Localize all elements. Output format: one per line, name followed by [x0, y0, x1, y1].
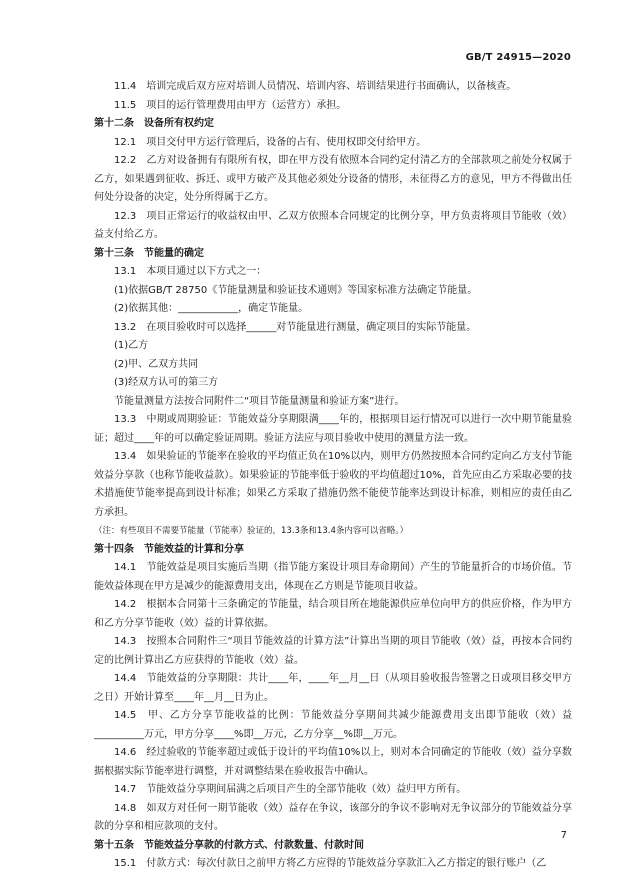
article-12-heading: 第十二条 设备所有权约定: [94, 118, 214, 129]
clause-14-6: 14.6 经过验收的节能率超过或低于设计的平均值10%以上，则对本合同确定的节能收（效）益分享数据根据实际节能率进行调整，并对调整结果在验收报告中确认。: [94, 747, 572, 777]
page-number: 7: [560, 830, 567, 841]
article-14-heading: 第十四条 节能效益的计算和分享: [94, 543, 244, 555]
clause-11-4: 11.4 培训完成后双方应对培训人员情况、培训内容、培训结果进行书面确认，以备核查。: [114, 81, 517, 92]
footnote: （注：有些项目不需要节能量（节能率）验证的，13.3条和13.4条内容可以省略。）: [94, 526, 409, 536]
measurement-method-note: 节能量测量方法按合同附件二“项目节能量测量和验证方案”进行。: [114, 395, 405, 407]
clause-14-3: 14.3 按照本合同附件三“项目节能效益的计算方法”计算出当期的项目节能收（效）益，再按本合同约定的比例计算出乙方应获得的节能收（效）益。: [94, 636, 572, 666]
clause-14-4: 14.4 节能效益的分享期限：共计____年，____年__月__日（从项目验收报告签署之日或项目移交甲方之日）开始计算至____年__月__日为止。: [94, 673, 572, 703]
clause-13-1-option-1: (1)依据GB/T 28750《节能量测量和验证技术通则》等国家标准方法确定节能量。: [114, 284, 478, 296]
document-body: [94, 78, 572, 874]
clause-13-1-option-2: (2)依据其他：____________，确定节能量。: [114, 303, 309, 314]
article-13-heading: 第十三条 节能量的确定: [94, 247, 204, 259]
clause-12-2: 12.2 乙方对设备拥有有限所有权，即在甲方没有依照本合同约定付清乙方的全部款项之前处分权属于乙方，如果遇到征收、拆迁、或甲方破产及其他必须处分设备的情形，未征得乙方的意见，甲方不得做出任何处分设备的决定，处分所得属于乙方。: [94, 155, 572, 203]
clause-13-2-option-2: (2)甲、乙双方共同: [114, 358, 199, 370]
clause-14-1: 14.1 节能效益是项目实施后当期（指节能方案设计项目寿命期间）产生的节能量折合的市场价值。节能效益体现在甲方是减少的能源费用支出，体现在乙方则是节能项目收益。: [94, 562, 572, 592]
clause-12-1: 12.1 项目交付甲方运行管理后，设备的占有、使用权即交付给甲方。: [114, 136, 427, 148]
clause-14-8: 14.8 如双方对任何一期节能收（效）益存在争议，该部分的争议不影响对无争议部分的节能效益分享款的分享和相应款项的支付。: [94, 802, 572, 832]
clause-13-2-option-3: (3)经双方认可的第三方: [114, 377, 219, 388]
article-15-heading: 第十五条 节能效益分享款的付款方式、付款数量、付款时间: [94, 839, 364, 851]
clause-13-3: 13.3 中期或周期验证：节能效益分享期限满____年的，根据项目运行情况可以进行一次中期节能量验证；超过____年的可以确定验证周期。验证方法应与项目验收中使用的测量方法一致。: [94, 414, 572, 444]
clause-11-5: 11.5 项目的运行管理费用由甲方（运营方）承担。: [114, 99, 347, 111]
clause-13-2-option-1: (1)乙方: [114, 340, 149, 351]
clause-15-1: 15.1 付款方式：每次付款日之前甲方将乙方应得的节能效益分享款汇入乙方指定的银行账户（乙: [114, 858, 547, 869]
clause-14-7: 14.7 节能效益分享期间届满之后项目产生的全部节能收（效）益归甲方所有。: [114, 784, 467, 795]
clause-14-2: 14.2 根据本合同第十三条确定的节能量，结合项目所在地能源供应单位向甲方的供应价格，作为甲方和乙方分享节能收（效）益的计算依据。: [94, 599, 572, 629]
standard-code: GB/T 24915—2020: [465, 52, 571, 63]
clause-13-1: 13.1 本项目通过以下方式之一：: [114, 266, 267, 277]
clause-13-4: 13.4 如果验证的节能率在验收的平均值正负在10%以内，则甲方仍然按照本合同约定向乙方支付节能效益分享款（也称节能收益款）。如果验证的节能率低于验收的平均值超过10%，首先应由乙方采取必要的技术措施使节能率提高到设计标准；如果乙方采取了措施仍然不能使节能率达到设计标准，则相应的责任由乙方承担。: [94, 451, 572, 518]
clause-13-2: 13.2 在项目验收时可以选择______对节能量进行测量，确定项目的实际节能量。: [114, 321, 477, 333]
clause-12-3: 12.3 项目正常运行的收益权由甲、乙双方依照本合同规定的比例分享，甲方负责将项目节能收（效）益支付给乙方。: [94, 210, 572, 240]
clause-14-5: 14.5 甲、乙方分享节能收益的比例：节能效益分享期间共减少能源费用支出即节能收（效）益__________万元，甲方分享____%即__万元，乙方分享__%即__万元。: [94, 710, 572, 740]
